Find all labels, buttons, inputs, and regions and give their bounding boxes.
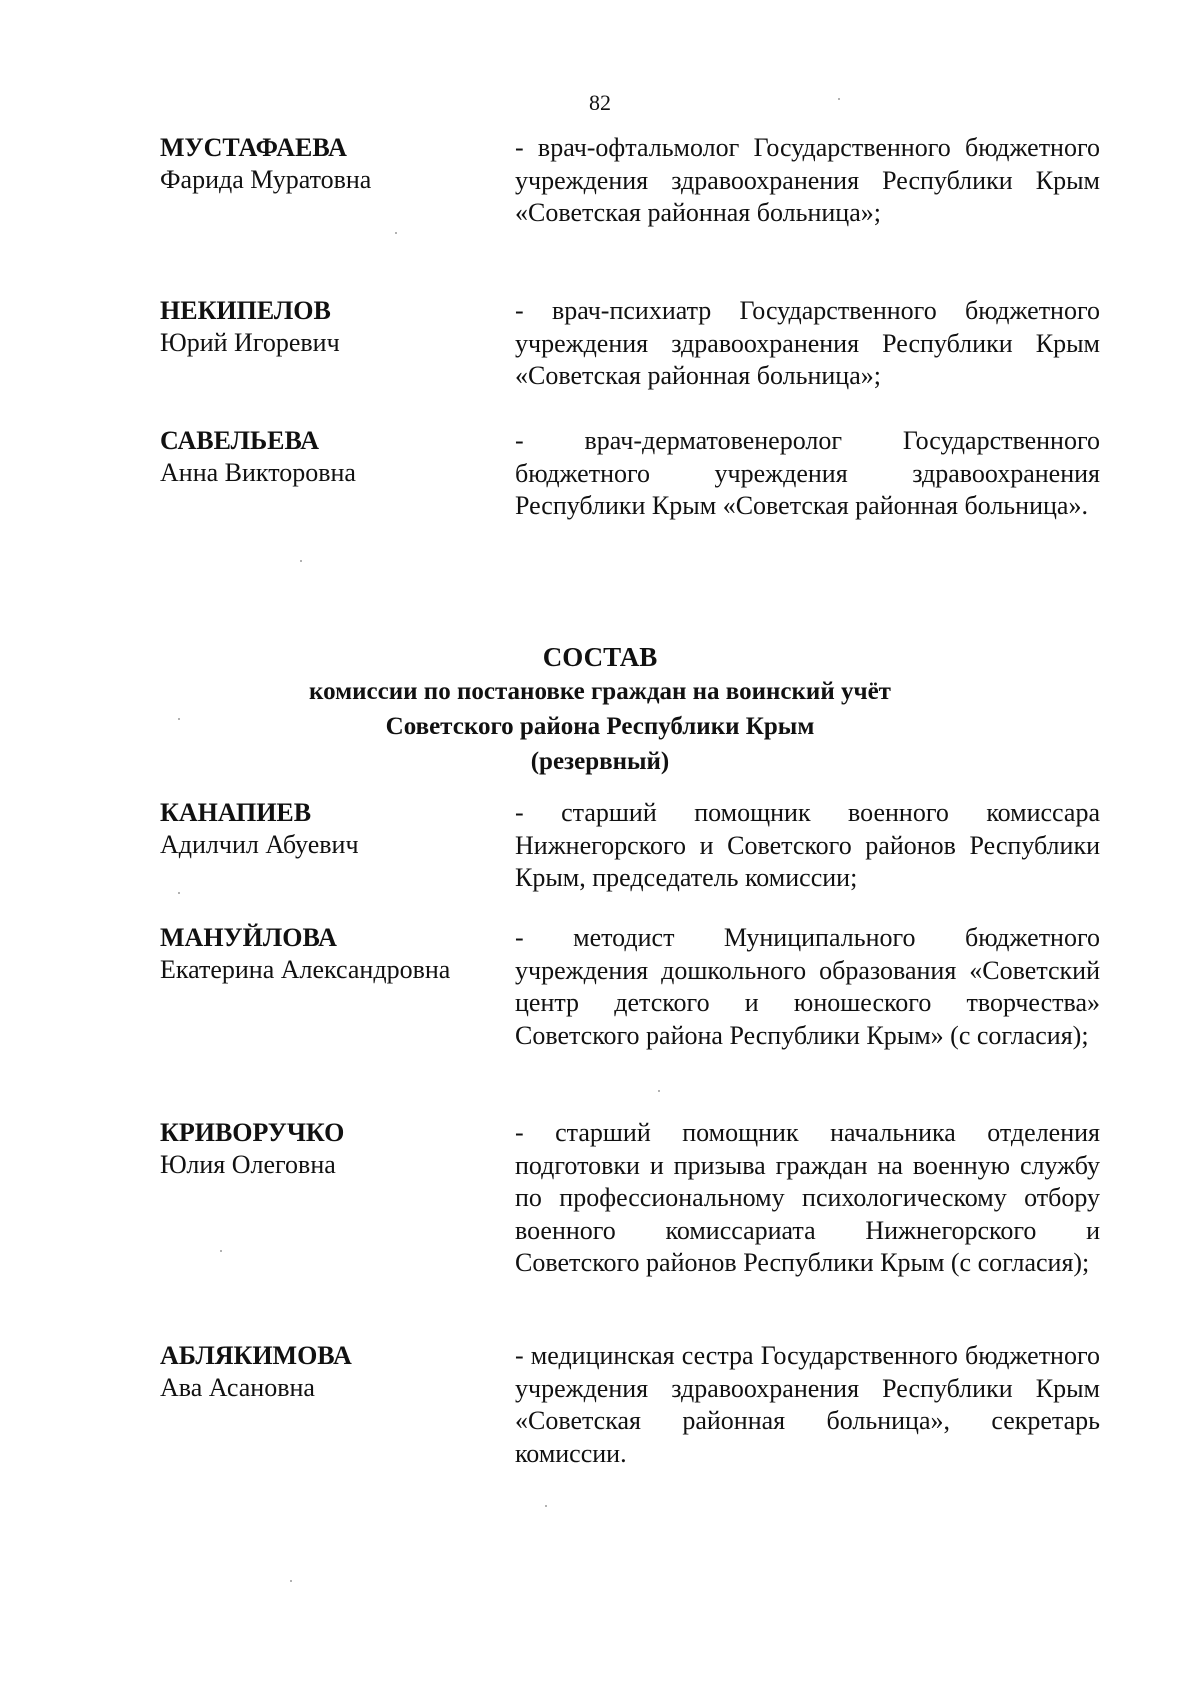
member-position: - врач-офтальмолог Государственного бюджетного учреждения здравоохранения Республики Крым «Советская районная больница»;: [515, 133, 1100, 227]
member-surname: НЕКИПЕЛОВ: [160, 296, 331, 325]
member-entry: [160, 1117, 1100, 1280]
scan-speck: [395, 232, 397, 234]
member-given-names: Анна Викторовна: [160, 458, 356, 487]
member-position: - старший помощник начальника отделения подготовки и призыва граждан на военную службу по профессиональному психологическому отбору военного комиссариата Нижнегорского и Советского районов Республики Крым (с согласия);: [515, 1118, 1100, 1277]
scan-speck: [220, 1250, 222, 1252]
member-given-names: Адилчил Абуевич: [160, 830, 359, 859]
member-surname: МУСТАФАЕВА: [160, 133, 347, 162]
section-subtitle-line-1: комиссии по постановке граждан на воинский учёт: [309, 678, 891, 705]
scan-speck: [178, 892, 180, 894]
member-name: [160, 132, 515, 230]
member-given-names: Юлия Олеговна: [160, 1150, 336, 1179]
member-position: - медицинская сестра Государственного бюджетного учреждения здравоохранения Республики Крым «Советская районная больница», секретарь комиссии.: [515, 1341, 1100, 1468]
section-subtitle-line-2: Советского района Республики Крым: [385, 713, 815, 740]
member-name: [160, 295, 515, 393]
member-given-names: Фарида Муратовна: [160, 165, 372, 194]
scan-speck: [178, 718, 180, 720]
member-position: - врач-психиатр Государственного бюджетного учреждения здравоохранения Республики Крым «Советская районная больница»;: [515, 296, 1100, 390]
scan-speck: [300, 560, 302, 562]
member-entry: [160, 1340, 1100, 1470]
scan-speck: [290, 1580, 292, 1582]
member-given-names: Ава Асановна: [160, 1373, 315, 1402]
member-surname: КРИВОРУЧКО: [160, 1118, 345, 1147]
member-position: - старший помощник военного комиссара Нижнегорского и Советского районов Республики Крым, председатель комиссии;: [515, 798, 1100, 892]
member-given-names: Екатерина Александровна: [160, 955, 451, 984]
section-heading: [0, 640, 1200, 779]
member-surname: МАНУЙЛОВА: [160, 923, 337, 952]
member-position: - методист Муниципального бюджетного учреждения дошкольного образования «Советский центр детского и юношеского творчества» Советского района Республики Крым» (с согласия);: [515, 923, 1100, 1050]
member-entry: [160, 922, 1100, 1052]
member-name: [160, 1340, 515, 1470]
member-entry: [160, 132, 1100, 230]
member-name: [160, 797, 515, 895]
member-entry: [160, 425, 1100, 523]
scan-speck: [658, 1090, 660, 1092]
member-name: [160, 922, 515, 1052]
member-surname: САВЕЛЬЕВА: [160, 426, 319, 455]
section-subtitle-line-3: (резервный): [530, 748, 670, 775]
member-entry: [160, 797, 1100, 895]
member-given-names: Юрий Игоревич: [160, 328, 340, 357]
member-name: [160, 425, 515, 523]
member-surname: КАНАПИЕВ: [160, 798, 312, 827]
section-title: СОСТАВ: [542, 642, 658, 672]
member-surname: АБЛЯКИМОВА: [160, 1341, 352, 1370]
page-number: 82: [589, 90, 611, 115]
member-name: [160, 1117, 515, 1280]
scan-speck: [838, 98, 840, 100]
member-position: - врач-дерматовенеролог Государственного бюджетного учреждения здравоохранения Республики Крым «Советская районная больница».: [515, 426, 1100, 520]
member-entry: [160, 295, 1100, 393]
scan-speck: [545, 1505, 547, 1507]
